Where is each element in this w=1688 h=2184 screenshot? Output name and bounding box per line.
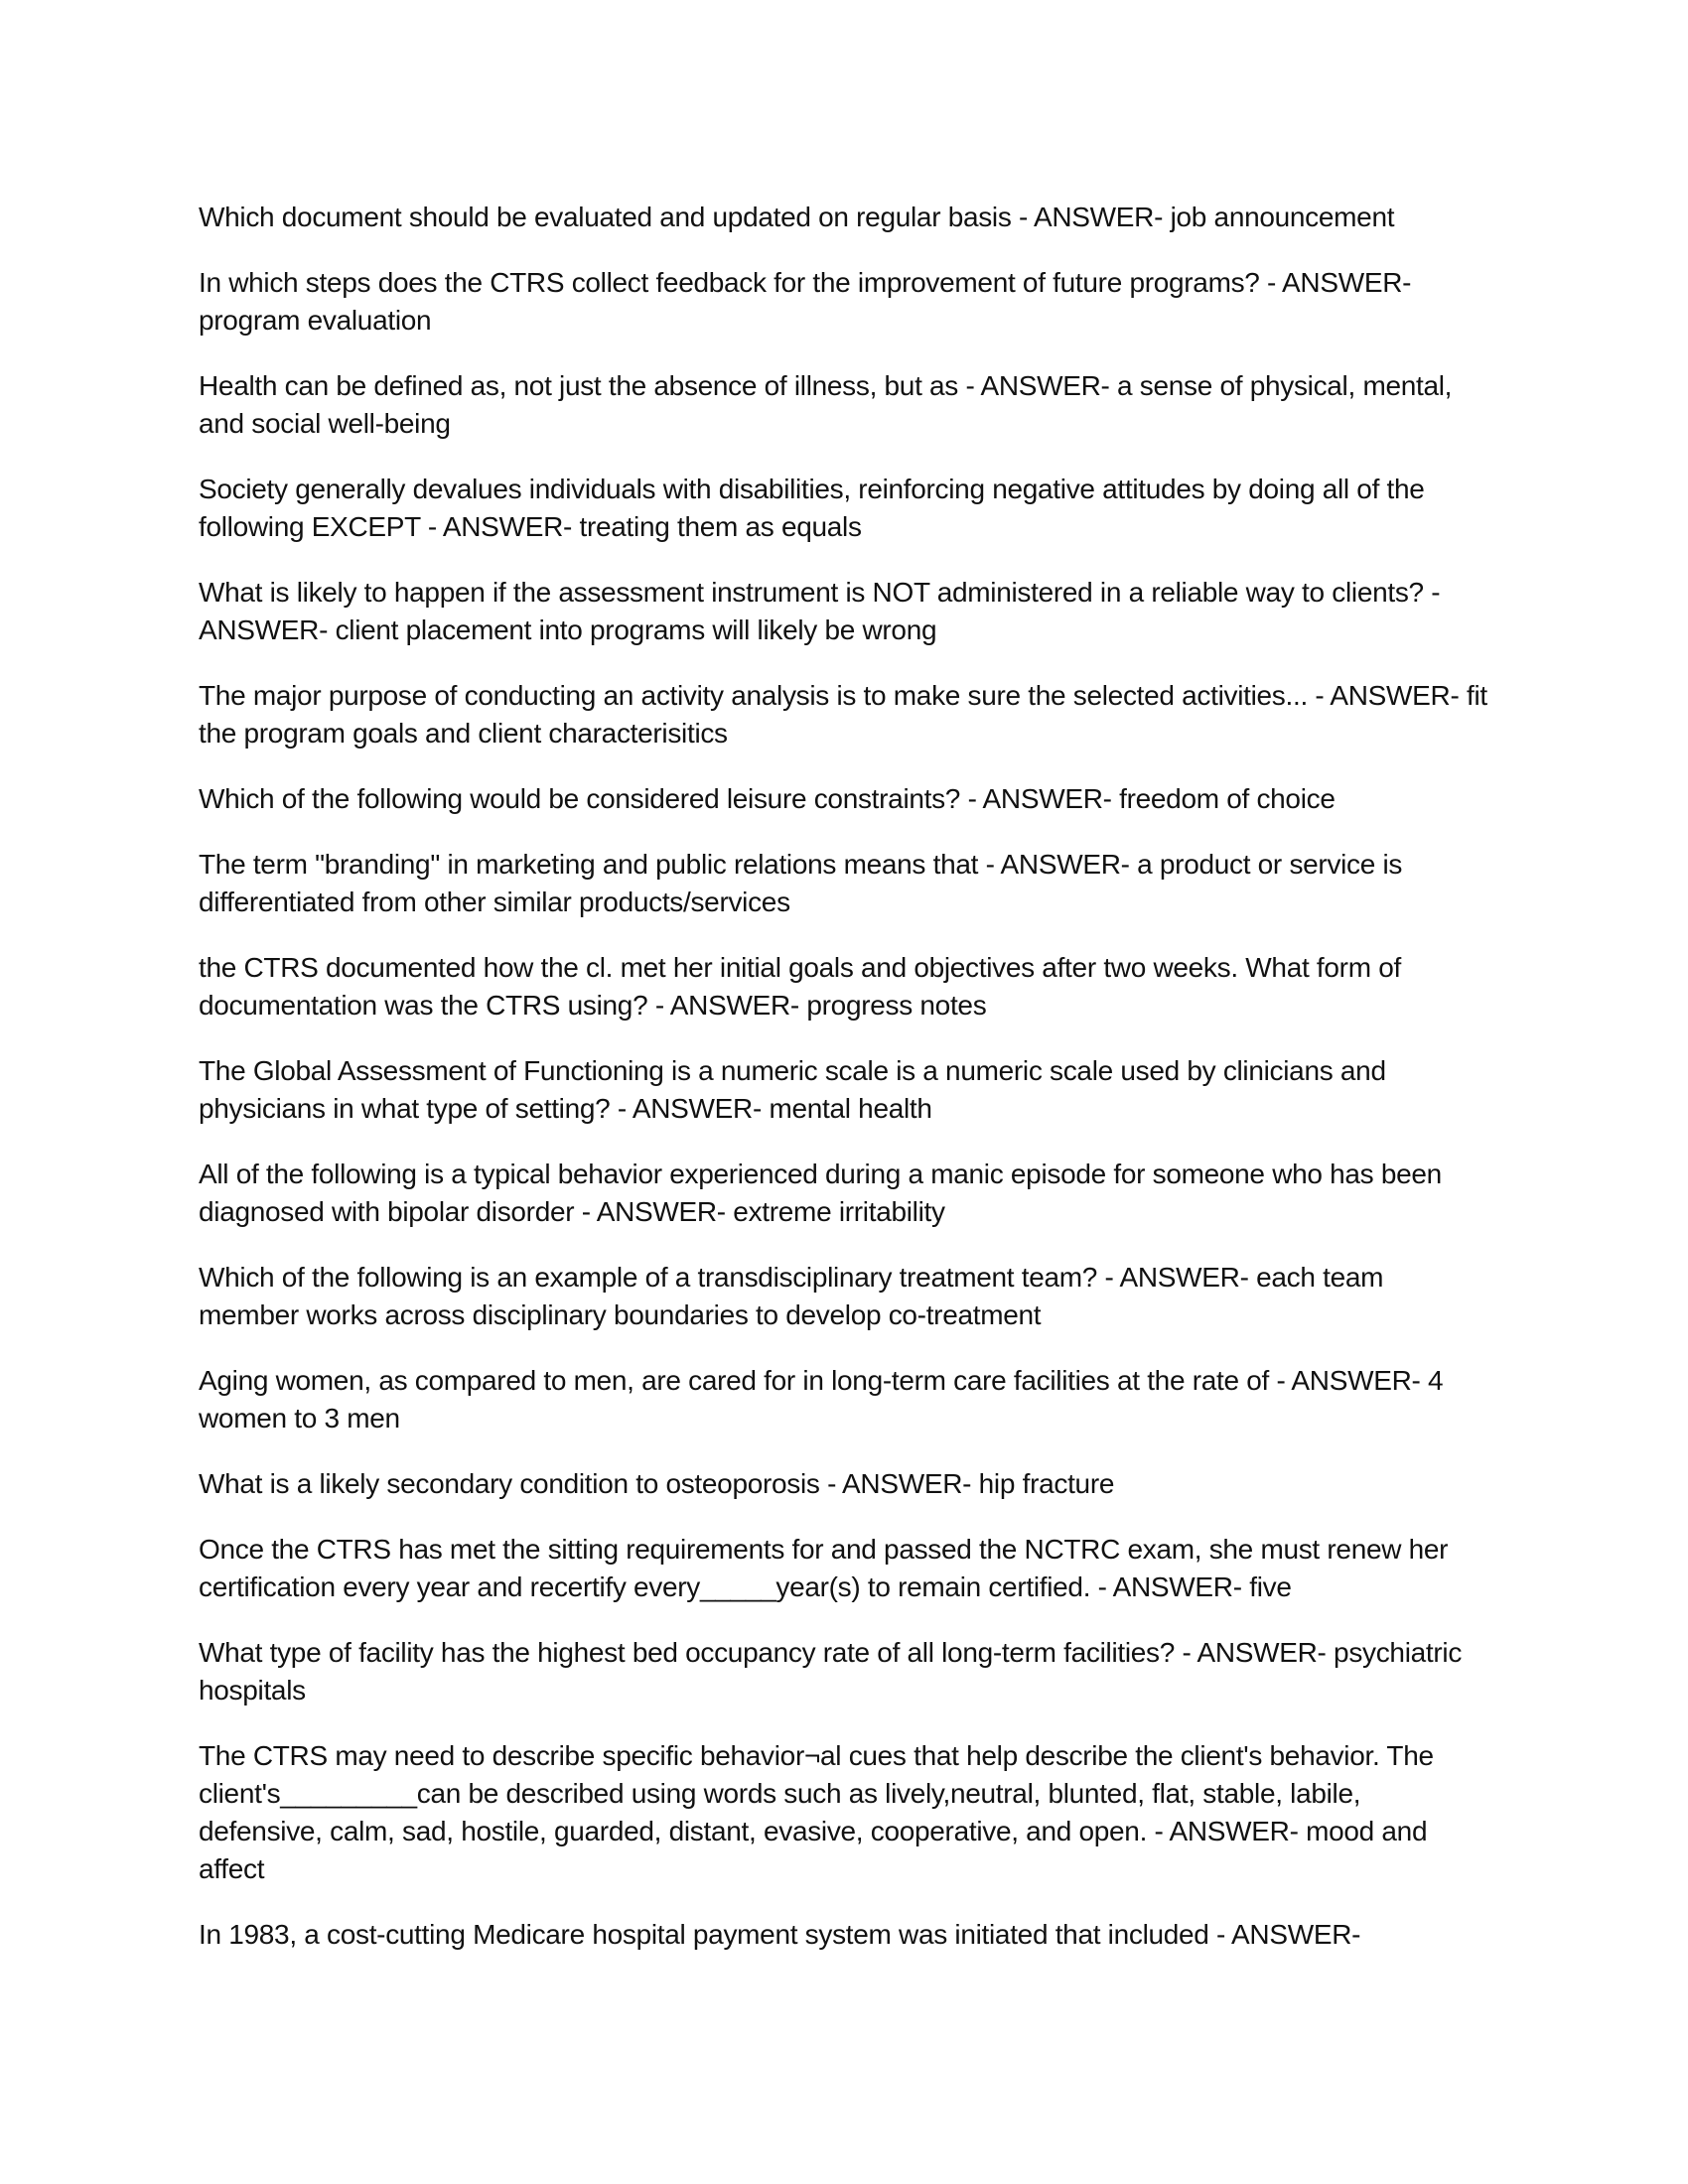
qa-item: Which document should be evaluated and updated on regular basis - ANSWER- job announcement	[199, 202, 1395, 232]
qa-item: What is a likely secondary condition to osteoporosis - ANSWER- hip fracture	[199, 1468, 1115, 1499]
qa-item: Aging women, as compared to men, are cared for in long-term care facilities at the rate of - ANSWER- 4 women to 3 men	[199, 1365, 1444, 1433]
qa-item: In which steps does the CTRS collect feedback for the improvement of future programs? - ANSWER- program evaluation	[199, 267, 1412, 336]
qa-list	[199, 199, 1489, 1981]
qa-item: The Global Assessment of Functioning is a numeric scale is a numeric scale used by clinicians and physicians in what type of setting? - ANSWER- mental health	[199, 1055, 1386, 1124]
qa-item: What is likely to happen if the assessment instrument is NOT administered in a reliable way to clients? - ANSWER- client placement into programs will likely be wrong	[199, 577, 1441, 645]
qa-item: Which of the following would be considered leisure constraints? - ANSWER- freedom of choice	[199, 783, 1336, 814]
qa-item: The term "branding" in marketing and public relations means that - ANSWER- a product or service is differentiated from other similar products/services	[199, 849, 1403, 917]
qa-item: What type of facility has the highest bed occupancy rate of all long-term facilities? - ANSWER- psychiatric hospitals	[199, 1637, 1463, 1706]
qa-item: Which of the following is an example of a transdisciplinary treatment team? - ANSWER- each team member works across disciplinary boundaries to develop co-treatment	[199, 1262, 1384, 1330]
qa-item: All of the following is a typical behavior experienced during a manic episode for someone who has been diagnosed with bipolar disorder - ANSWER- extreme irritability	[199, 1159, 1442, 1227]
qa-item: Health can be defined as, not just the absence of illness, but as - ANSWER- a sense of physical, mental, and social well-being	[199, 370, 1453, 439]
qa-item: In 1983, a cost-cutting Medicare hospital payment system was initiated that included - ANSWER-	[199, 1919, 1361, 1950]
qa-item: Once the CTRS has met the sitting requirements for and passed the NCTRC exam, she must renew her certification every year and recertify every_____year(s) to remain certified. - ANSWER- five	[199, 1534, 1449, 1602]
qa-item: The major purpose of conducting an activity analysis is to make sure the selected activities... - ANSWER- fit the program goals and client characterisitics	[199, 680, 1487, 749]
qa-item: Society generally devalues individuals with disabilities, reinforcing negative attitudes by doing all of the following EXCEPT - ANSWER- treating them as equals	[199, 474, 1425, 542]
qa-item: the CTRS documented how the cl. met her initial goals and objectives after two weeks. What form of documentation was the CTRS using? - ANSWER- progress notes	[199, 952, 1401, 1021]
qa-item: The CTRS may need to describe specific behavior¬al cues that help describe the client's behavior. The client's_________can be described using words such as lively,neutral, blunted, flat, stable, labile, defensive, calm, sad, hostile, guarded, distant, evasive, cooperative, and open. - ANSWER- mood and affect	[199, 1740, 1434, 1884]
